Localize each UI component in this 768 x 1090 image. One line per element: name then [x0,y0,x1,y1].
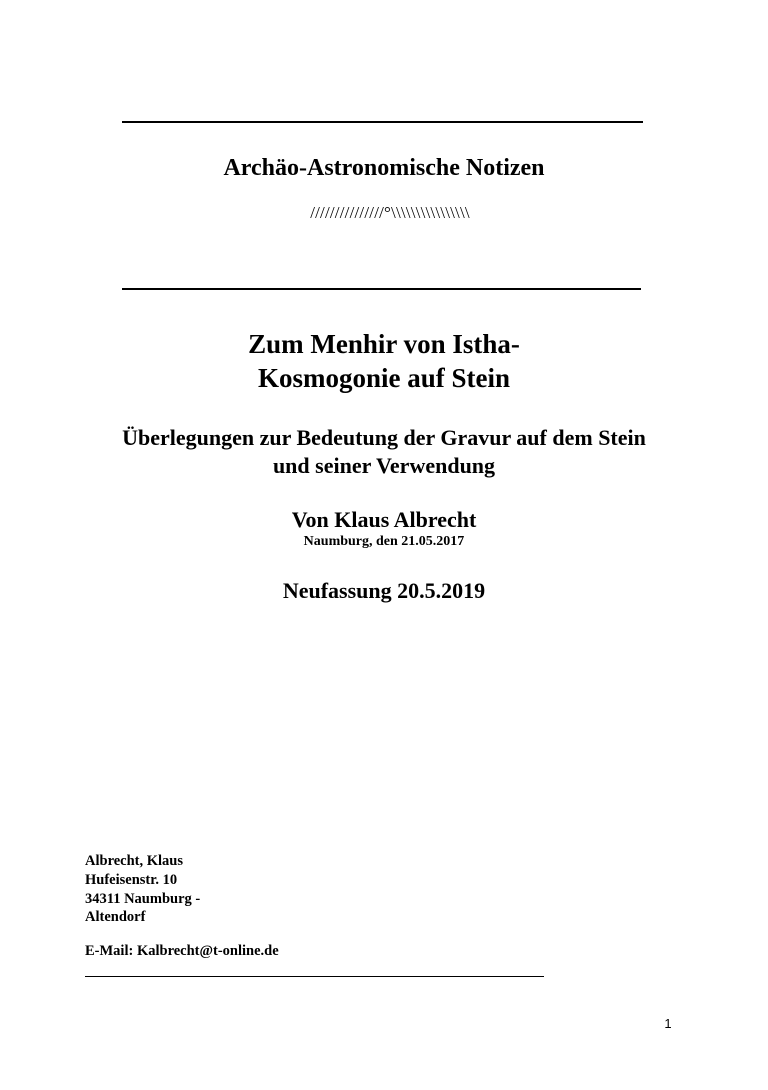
main-title-line-1: Zum Menhir von Istha- [248,329,520,359]
middle-divider [122,288,641,290]
series-title: Archäo-Astronomische Notizen [223,155,545,181]
address-city-line-1: 34311 Naumburg - [85,891,201,907]
page-number: 1 [664,1016,672,1031]
address-street: Hufeisenstr. 10 [85,872,178,888]
address-email: E-Mail: Kalbrecht@t-online.de [85,943,279,959]
address-name: Albrecht, Klaus [85,853,184,869]
ornament-line: ///////////////°\\\\\\\\\\\\\\\\ [310,203,470,222]
top-divider [122,121,643,123]
main-title-line-2: Kosmogonie auf Stein [257,363,511,393]
subtitle-line-2: und seiner Verwendung [272,453,496,478]
subtitle-line-1: Überlegungen zur Bedeutung der Gravur auf dem Stein [122,425,646,450]
place-date: Naumburg, den 21.05.2017 [303,534,465,549]
revision-note: Neufassung 20.5.2019 [282,578,486,603]
bottom-divider [85,976,544,977]
author-byline: Von Klaus Albrecht [291,507,477,532]
address-city-line-2: Altendorf [85,909,146,925]
